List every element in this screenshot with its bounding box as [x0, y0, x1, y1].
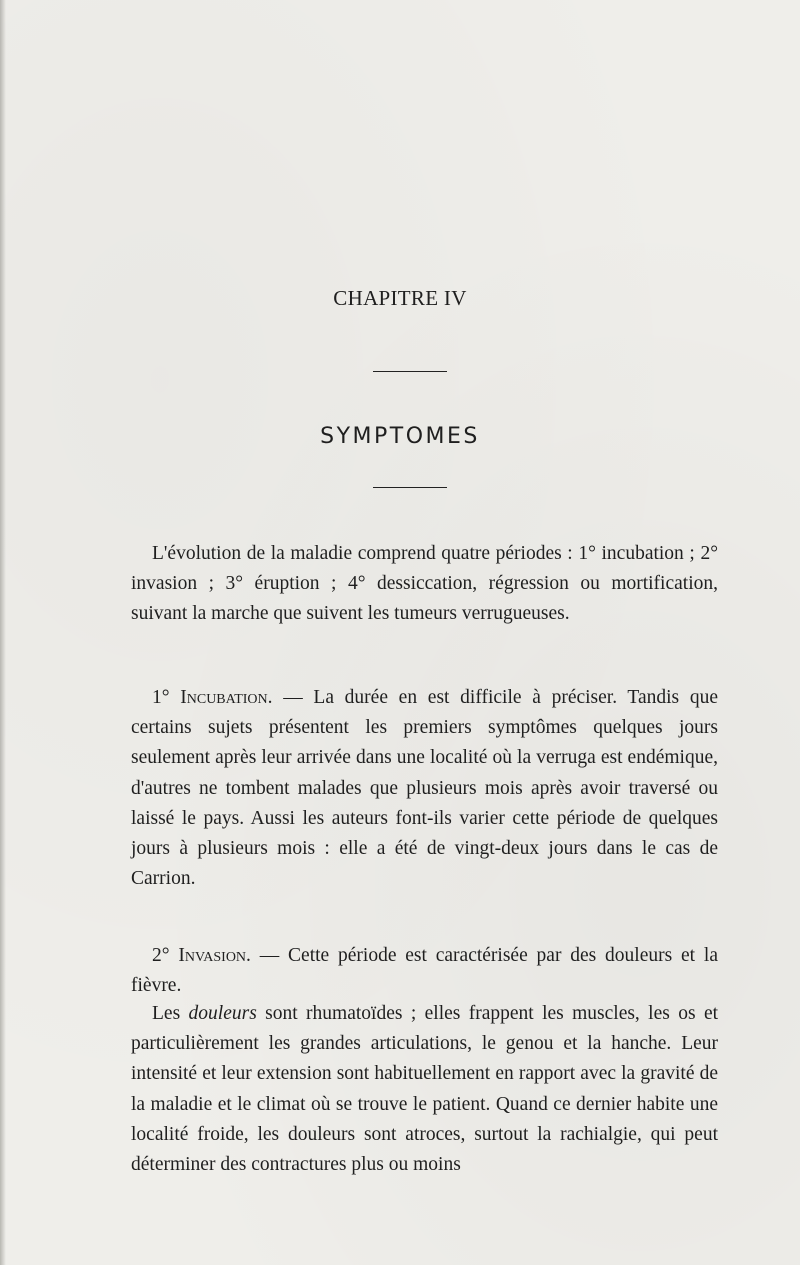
paragraph-text: L'évolution de la maladie comprend quatre périodes : 1° incubation ; 2° invasion ; 3° éruption ; 4° dessiccation, régression ou mortification, suivant la marche que suivent les tumeurs verrugueuses. — [131, 543, 718, 625]
divider-rule-bottom — [373, 487, 447, 488]
paragraph-invasion — [131, 941, 718, 1001]
chapter-label: CHAPITRE IV — [333, 286, 467, 310]
chapter-title: SYMPTOMES — [320, 424, 480, 449]
paragraph-text: — La durée en est difficile à préciser. Tandis que certains sujets présentent les premiers symptômes quelques jours seulement après leur arrivée dans une localité où la verruga est endémique, d'autres ne tombent malades que plusieurs mois après avoir traversé ou laissé le pays. Aussi les auteurs font-ils varier cette période de quelques jours à plusieurs mois : elle a été de vingt-deux jours dans le cas de Carrion. — [131, 687, 718, 890]
paragraph-douleurs — [131, 999, 718, 1180]
paragraph-lead: Les — [152, 1003, 189, 1024]
divider-rule-top — [373, 371, 447, 372]
paragraph-text: — Cette période est caractérisée par des douleurs et la fièvre. — [131, 945, 718, 997]
section-heading-invasion: 2° Invasion. — [152, 945, 251, 966]
paragraph-evolution — [131, 539, 718, 630]
paragraph-incubation — [131, 683, 718, 894]
emphasis-douleurs: douleurs — [188, 1003, 257, 1024]
paragraph-text: sont rhumatoïdes ; elles frappent les muscles, les os et particulièrement les grandes articulations, le genou et la hanche. Leur intensité et leur extension sont habituellement en rapport avec la gravité de la maladie et le climat où se trouve le patient. Quand ce dernier habite une localité froide, les douleurs sont atroces, surtout la rachialgie, qui peut déterminer des contractures plus ou moins — [131, 1003, 719, 1176]
page-edge-shadow — [0, 0, 6, 1265]
section-heading-incubation: 1° Incubation. — [152, 687, 273, 708]
